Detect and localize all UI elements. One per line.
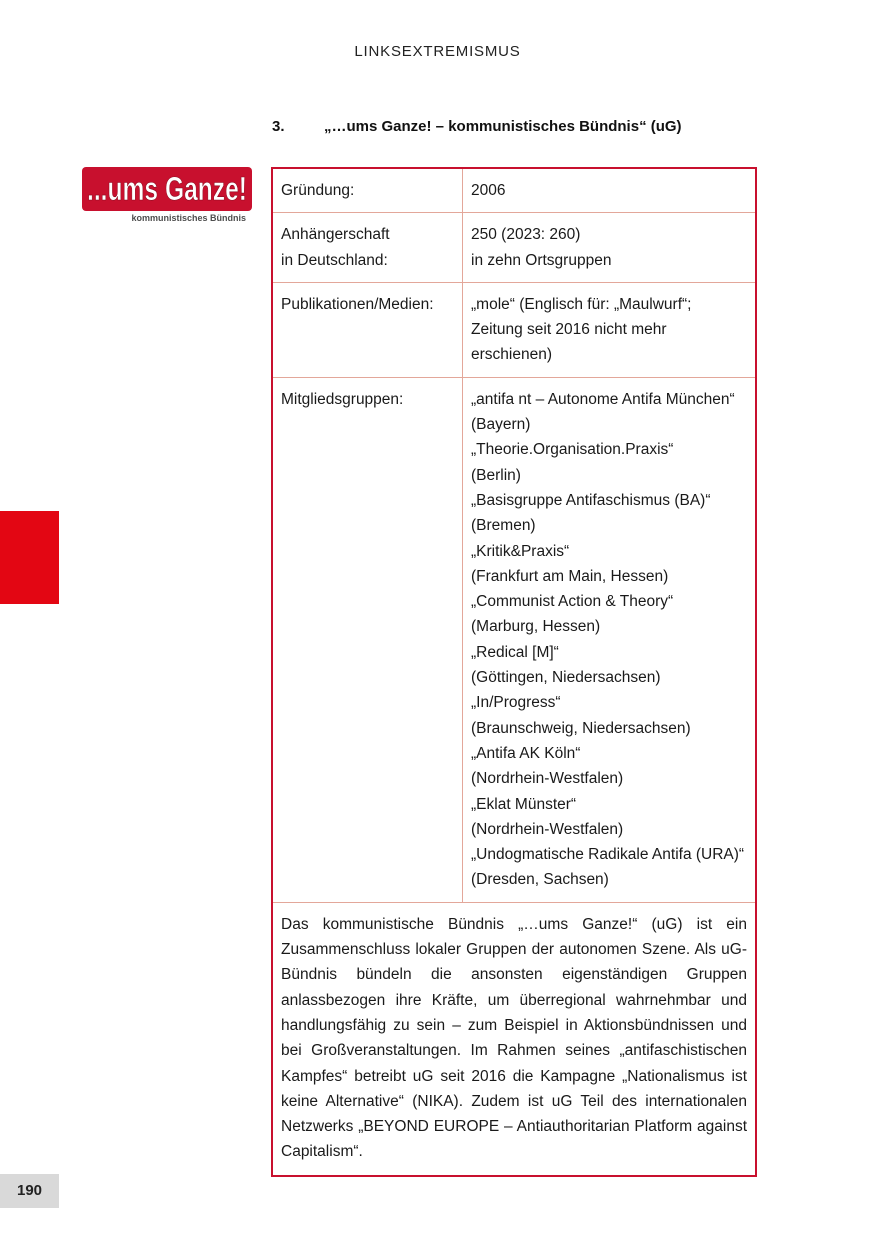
- member-group-name: „Basisgruppe Antifaschismus (BA)“: [471, 491, 711, 509]
- table-label: [273, 169, 463, 212]
- table-value: [463, 283, 755, 377]
- description-paragraph: Das kommunistische Bündnis „…ums Ganze!“ (uG) ist ein Zusammenschluss lokaler Gruppen der autonomen Szene. Als uG-Bündnis bündeln die ansonsten eigenständigen Gruppen anlassbezogen ihre Kräfte, um überregional wahrnehmbar und handlungsfähig zu sein – zum Beispiel in Aktionsbündnissen und bei Großveranstaltungen. Im Rahmen seines „antifaschistischen Kampfes“ betreibt uG seit 2016 die Kampagne „Nationalismus ist keine Alternative“ (NIKA). Zudem ist uG Teil des internationalen Netzwerks „BEYOND EUROPE – Antiauthoritarian Platform against Capitalism“.: [281, 915, 747, 1161]
- member-group-location: (Nordrhein-Westfalen): [471, 770, 624, 788]
- section-title: „…ums Ganze! – kommunistisches Bündnis“ (uG): [324, 118, 682, 135]
- table-row-founding: [273, 169, 755, 213]
- chapter-side-tab: [0, 511, 59, 604]
- value-line: 2006: [471, 182, 506, 199]
- member-group-name: „Communist Action & Theory“: [471, 593, 674, 611]
- value-line: erschienen): [471, 346, 552, 364]
- table-row-publications: [273, 283, 755, 378]
- value-line: „mole“ (Englisch für: „Maulwurf“;: [471, 295, 692, 313]
- page-number: 190: [0, 1174, 59, 1208]
- member-group-location: (Berlin): [471, 466, 521, 484]
- section-number: 3.: [272, 118, 285, 135]
- member-group-name: „Undogmatische Radikale Antifa (URA)“: [471, 846, 745, 864]
- table-row-member-groups: [273, 378, 755, 903]
- member-group-location: (Braunschweig, Niedersachsen): [471, 719, 691, 737]
- label-line: in Deutschland:: [281, 251, 388, 269]
- label-line: Publikationen/Medien:: [281, 295, 434, 313]
- logo-sub-text: kommunistisches Bündnis: [131, 213, 246, 223]
- fact-table: [271, 167, 757, 1177]
- member-group-location: (Bremen): [471, 517, 536, 535]
- value-line: 250 (2023: 260): [471, 226, 581, 244]
- member-group-list: [463, 378, 755, 902]
- table-row-description: [273, 903, 755, 1175]
- member-group-location: (Bayern): [471, 416, 531, 434]
- section-heading: [272, 118, 682, 135]
- logo-main-text: ...ums Ganze!: [87, 170, 247, 207]
- table-row-followers: [273, 213, 755, 283]
- member-group-name: „Eklat Münster“: [471, 795, 577, 813]
- member-group-location: (Nordrhein-Westfalen): [471, 820, 624, 838]
- member-group-location: (Göttingen, Niedersachsen): [471, 669, 661, 687]
- value-line: in zehn Ortsgruppen: [471, 251, 612, 269]
- member-group-name: „Redical [M]“: [471, 643, 559, 661]
- table-label: [273, 378, 463, 902]
- member-group-name: „Kritik&Praxis“: [471, 542, 570, 560]
- running-head: LINKSEXTREMISMUS: [354, 43, 521, 60]
- label-line: Mitgliedsgruppen:: [281, 390, 404, 408]
- table-value: [463, 169, 755, 212]
- member-group-name: „Theorie.Organisation.Praxis“: [471, 441, 674, 459]
- table-label: [273, 283, 463, 377]
- value-line: Zeitung seit 2016 nicht mehr: [471, 321, 667, 339]
- organization-logo: [82, 167, 252, 225]
- member-group-name: „In/Progress“: [471, 694, 561, 712]
- label-line: Anhängerschaft: [281, 226, 390, 244]
- label-line: Gründung:: [281, 182, 355, 199]
- member-group-location: (Frankfurt am Main, Hessen): [471, 567, 669, 585]
- member-group-name: „antifa nt – Autonome Antifa München“: [471, 390, 735, 408]
- member-group-location: (Dresden, Sachsen): [471, 871, 609, 889]
- member-group-location: (Marburg, Hessen): [471, 618, 601, 636]
- member-group-name: „Antifa AK Köln“: [471, 744, 581, 762]
- table-value: [463, 213, 755, 282]
- table-label: [273, 213, 463, 282]
